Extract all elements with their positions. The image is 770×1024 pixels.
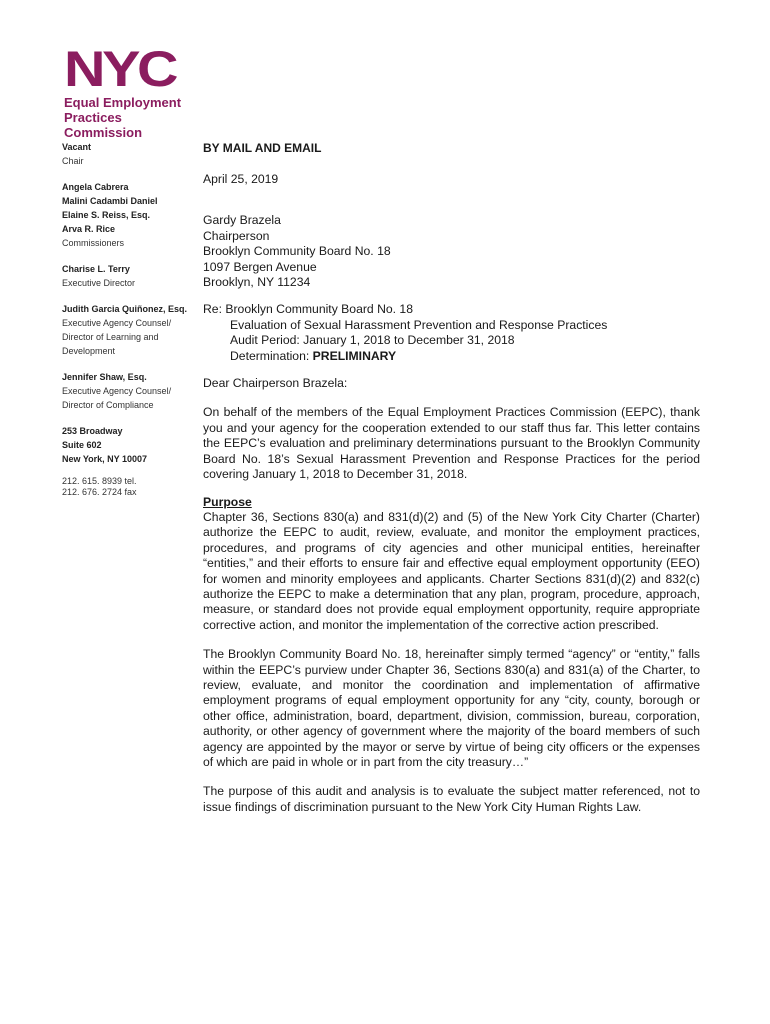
counsel-1-role: Executive Agency Counsel/ [62,318,172,328]
address-line: Suite 602 [62,440,102,450]
purview-paragraph: The Brooklyn Community Board No. 18, hereinafter simply termed “agency” or “entity,” falls within the EEPC’s purview under Chapter 36, Sections 830(a) and 831(a) of the Charter, to review, evaluate, and monitor the coordination and implementation of affirmative employment programs of equal employment opportunity for any “city, county, borough or other office, administration, board, department, division, commission, bureau, corporation, authority, or other agency of government where the majority of the board members of such agency are appointed by the mayor or serve by virtue of being city officers or the expenses of which are paid in whole or in part from the city treasury…” [203,647,700,769]
recipient-line: Gardy Brazela [203,213,281,228]
commissioner-name: Angela Cabrera [62,182,129,192]
logo-line-1: Equal Employment [64,95,182,110]
fax: 212. 676. 2724 fax [62,487,137,497]
address-line: New York, NY 10007 [62,454,148,464]
audit-period: Audit Period: January 1, 2018 to December 31, 2018 [230,333,515,348]
counsel-2-block [62,370,192,412]
letterhead-sidebar [62,140,192,510]
counsel-1-role: Development [62,346,116,356]
counsel-2-role: Director of Compliance [62,400,154,410]
recipient-line: Chairperson [203,228,270,243]
recipient-line: Brooklyn, NY 11234 [203,275,311,290]
purpose-heading: Purpose [203,494,252,509]
letter-body [203,140,700,815]
subject-line: Re: Brooklyn Community Board No. 18 [203,302,413,317]
subject-detail: Evaluation of Sexual Harassment Prevention and Response Practices [230,317,608,332]
counsel-2-role: Executive Agency Counsel/ [62,386,172,396]
intro-paragraph: On behalf of the members of the Equal Employment Practices Commission (EEPC), thank you and your agency for the cooperation extended to our staff thus far. This letter contains the EEPC’s evaluation and preliminary determinations pursuant to the Brooklyn Community Board No. 18’s Sexual Harassment Prevention and Response Practices for the period covering January 1, 2018 to December 31, 2018. [203,405,700,482]
counsel-1-block [62,302,192,358]
counsel-1-name: Judith Garcia Quiñonez, Esq. [62,304,188,314]
chair-role: Chair [62,156,84,166]
recipient-line: 1097 Bergen Avenue [203,259,317,274]
logo-agency-name [64,95,194,140]
eepc-logo [64,41,194,140]
telephone: 212. 615. 8939 tel. [62,476,137,486]
delivery-method: BY MAIL AND EMAIL [203,141,322,155]
determination-value: PRELIMINARY [312,348,397,363]
executive-director-block [62,262,192,290]
chair-name: Vacant [62,142,92,152]
determination-label: Determination: [230,348,313,363]
executive-director-name: Charise L. Terry [62,264,130,274]
chair-block [62,140,192,168]
commissioner-name: Elaine S. Reiss, Esq. [62,210,151,220]
executive-director-role: Executive Director [62,278,136,288]
address-block [62,424,192,498]
counsel-1-role: Director of Learning and [62,332,159,342]
commissioner-name: Malini Cadambi Daniel [62,196,158,206]
audit-purpose-paragraph: The purpose of this audit and analysis is to evaluate the subject matter referenced, not to issue findings of discrimination pursuant to the New York City Human Rights Law. [203,784,700,814]
commissioner-name: Arva R. Rice [62,224,116,234]
counsel-2-name: Jennifer Shaw, Esq. [62,372,147,382]
commissioners-block [62,180,192,250]
logo-line-2: Practices Commission [64,110,143,140]
recipient-address [203,213,700,290]
determination [203,349,700,364]
subject-block [203,302,700,364]
letter-date: April 25, 2019 [203,172,279,186]
purpose-paragraph: Chapter 36, Sections 830(a) and 831(d)(2) and (5) of the New York City Charter (Charter) authorize the EEPC to audit, review, evaluate, and monitor the employment practices, procedures, and programs of city agencies and other municipal entities, hereinafter “entities,” and their efforts to ensure fair and effective equal employment opportunity (EEO) for women and minority employees and applicants. Charter Sections 831(d)(2) and 832(c) authorize the EEPC to make a determination that any plan, program, procedure, approach, measure, or standard does not provide equal employment opportunity, require appropriate corrective action, and monitor the implementation of the corrective action prescribed. [203,509,700,632]
recipient-line: Brooklyn Community Board No. 18 [203,244,391,259]
nyc-logo-wordmark: NYC [64,41,176,97]
salutation: Dear Chairperson Brazela: [203,376,348,391]
commissioners-role: Commissioners [62,238,125,248]
address-line: 253 Broadway [62,426,123,436]
